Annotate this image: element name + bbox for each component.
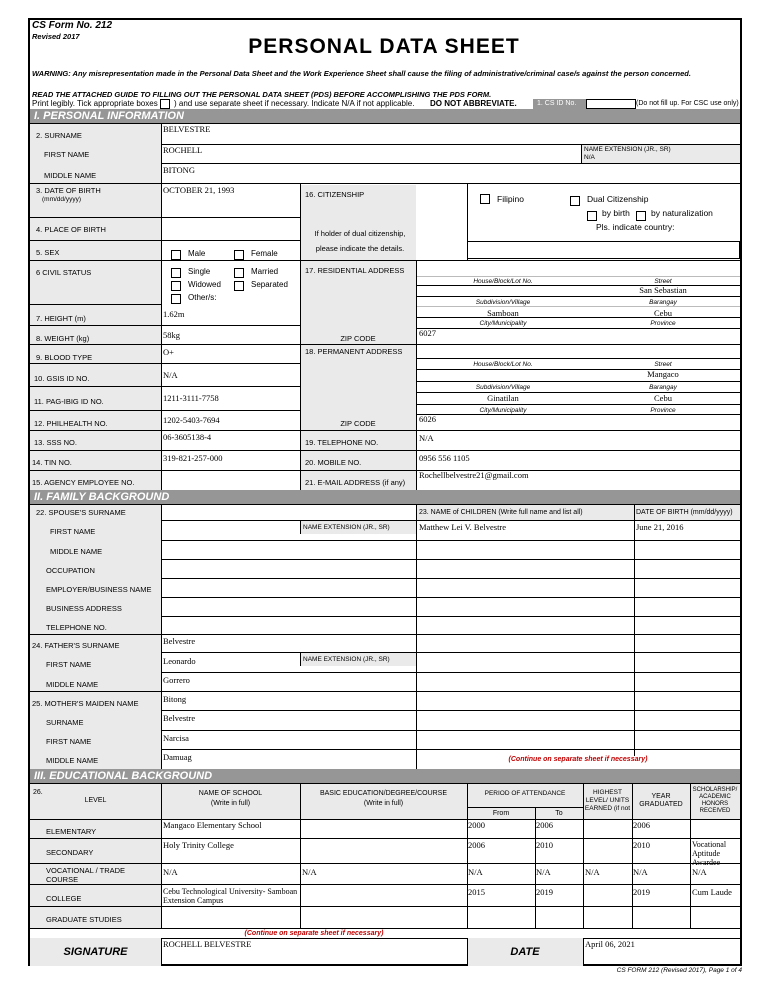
edu-school-sub: (Write in full)	[210, 800, 251, 807]
country-prompt: Pls. indicate country:	[596, 222, 675, 232]
dob-label: 3. DATE OF BIRTH	[36, 186, 101, 195]
spouse-telephone-label: TELEPHONE NO.	[46, 623, 107, 632]
res-subdivision-label: Subdivision/Village	[475, 299, 531, 306]
edu-period-header: PERIOD OF ATTENDANCE	[484, 790, 566, 797]
edu-honors-secondary[interactable]: Vocational Aptitude Awardee	[692, 840, 727, 867]
cs-id-note: (Do not fill up. For CSC use only)	[636, 100, 739, 107]
section-family-background: II. FAMILY BACKGROUND	[30, 490, 740, 504]
country-select[interactable]	[467, 241, 740, 259]
edu-level-elementary: ELEMENTARY	[46, 827, 97, 836]
married-option: Married	[251, 267, 279, 276]
email-label: 21. E-MAIL ADDRESS (if any)	[305, 478, 406, 487]
edu-level-vocational: VOCATIONAL / TRADE COURSE	[46, 866, 126, 884]
instruction-bold: DO NOT ABBREVIATE.	[430, 99, 517, 108]
dual-checkbox[interactable]	[570, 196, 580, 206]
date-value[interactable]: April 06, 2021	[585, 939, 635, 949]
spouse-name-ext-label: NAME EXTENSION (JR., SR)	[303, 524, 390, 531]
edu-level-college: COLLEGE	[46, 894, 82, 903]
section-personal-information: I. PERSONAL INFORMATION	[30, 109, 740, 123]
edu-school-vocational[interactable]: N/A	[163, 867, 178, 877]
mother-middle-name-value[interactable]: Damuag	[163, 752, 192, 762]
child-name-value[interactable]: Matthew Lei V. Belvestre	[419, 522, 507, 532]
edu-school-college[interactable]: Cebu Technological University- Samboan Extension Campus	[163, 887, 298, 905]
father-middle-name-label: MIDDLE NAME	[46, 680, 99, 689]
father-surname-label: 24. FATHER'S SURNAME	[32, 641, 120, 650]
child-dob-value[interactable]: June 21, 2016	[636, 522, 684, 532]
edu-course-vocational[interactable]: N/A	[302, 867, 317, 877]
gsis-label: 10. GSIS ID NO.	[34, 374, 90, 383]
civil-status-label: 6 CIVIL STATUS	[36, 268, 92, 277]
weight-value[interactable]: 58kg	[163, 330, 180, 340]
perm-address-label: 18. PERMANENT ADDRESS	[305, 347, 403, 356]
citizenship-label: 16. CITIZENSHIP	[305, 190, 365, 199]
name-ext-value[interactable]: N/A	[584, 154, 595, 161]
mother-first-name-value[interactable]: Narcisa	[163, 733, 189, 743]
mobile-value[interactable]: 0956 556 1105	[419, 453, 470, 463]
filipino-option: Filipino	[497, 194, 524, 204]
family-continue-note: (Continue on separate sheet if necessary)	[508, 756, 648, 763]
separated-checkbox[interactable]	[234, 281, 244, 291]
father-surname-value[interactable]: Belvestre	[163, 636, 196, 646]
pagibig-label: 11. PAG-IBIG ID NO.	[34, 397, 104, 406]
employer-label: EMPLOYER/BUSINESS NAME	[46, 585, 152, 594]
perm-subdivision-label: Subdivision/Village	[475, 384, 531, 391]
perm-subdivision-value[interactable]: Ginatilan	[487, 393, 519, 403]
edu-honors-vocational[interactable]: N/A	[692, 867, 707, 877]
edu-from-header: From	[492, 809, 510, 817]
res-subdivision-value[interactable]: Samboan	[487, 308, 519, 318]
dual-option: Dual Citizenship	[587, 194, 649, 204]
widowed-option: Widowed	[188, 280, 221, 289]
perm-barangay-value[interactable]: Cebu	[654, 393, 672, 403]
edu-to-secondary[interactable]: 2010	[536, 840, 553, 850]
sex-label: 5. SEX	[36, 248, 60, 257]
business-address-label: BUSINESS ADDRESS	[46, 604, 122, 613]
blood-type-value[interactable]: O+	[163, 347, 174, 357]
female-checkbox[interactable]	[234, 250, 244, 260]
form-frame	[28, 18, 742, 966]
father-name-ext-label: NAME EXTENSION (JR., SR)	[303, 656, 390, 663]
edu-from-secondary[interactable]: 2006	[468, 840, 485, 850]
by-naturalization-option: by naturalization	[651, 208, 713, 218]
male-checkbox[interactable]	[171, 250, 181, 260]
cs-id-label: 1. CS ID No.	[533, 99, 586, 109]
by-birth-checkbox[interactable]	[587, 211, 597, 221]
page-footer-note: CS FORM 212 (Revised 2017), Page 1 of 4	[616, 967, 742, 974]
tick-sample-checkbox	[160, 99, 170, 109]
spouse-first-name-label: FIRST NAME	[50, 527, 96, 536]
father-first-name-label: FIRST NAME	[46, 660, 92, 669]
date-label: DATE	[510, 946, 540, 958]
edu-course-sub: (Write in full)	[363, 800, 404, 807]
instruction-text-a: Print legibly. Tick appropriate boxes	[32, 99, 158, 108]
surname-value[interactable]: BELVESTRE	[163, 124, 211, 134]
edu-year-elementary[interactable]: 2006	[633, 820, 650, 830]
edu-from-vocational[interactable]: N/A	[468, 867, 483, 877]
perm-house-label: House/Block/Lot No.	[473, 361, 533, 368]
perm-zip-label: ZIP CODE	[340, 419, 376, 428]
signature-value[interactable]: ROCHELL BELVESTRE	[163, 939, 252, 949]
edu-units-vocational[interactable]: N/A	[585, 867, 600, 877]
spouse-middle-name-label: MIDDLE NAME	[50, 547, 103, 556]
agency-label: 15. AGENCY EMPLOYEE NO.	[32, 478, 135, 487]
female-option: Female	[251, 249, 278, 258]
res-city-label: City/Municipality	[479, 320, 527, 327]
res-house-label: House/Block/Lot No.	[473, 278, 533, 285]
edu-to-college[interactable]: 2019	[536, 887, 553, 897]
father-middle-name-value[interactable]: Gorrero	[163, 675, 190, 685]
children-label: 23. NAME of CHILDREN (Write full name and list all)	[419, 509, 583, 516]
height-label: 7. HEIGHT (m)	[36, 314, 86, 323]
pagibig-value[interactable]: 1211-3111-7758	[163, 393, 219, 403]
first-name-label: FIRST NAME	[44, 150, 90, 159]
widowed-checkbox[interactable]	[171, 281, 181, 291]
others-option: Other/s:	[188, 293, 217, 302]
edu-level-header: LEVEL	[84, 797, 107, 804]
family-label-column	[30, 504, 161, 769]
edu-year-secondary[interactable]: 2010	[633, 840, 650, 850]
email-value[interactable]: Rochellbelvestre21@gmail.com	[419, 470, 529, 480]
weight-label: 8. WEIGHT (kg)	[36, 334, 90, 343]
edu-year-college[interactable]: 2019	[633, 887, 650, 897]
filipino-checkbox[interactable]	[480, 194, 490, 204]
res-zip-label: ZIP CODE	[340, 334, 376, 343]
edu-school-secondary[interactable]: Holy Trinity College	[163, 840, 234, 850]
perm-street-label: Street	[654, 361, 672, 368]
mother-middle-name-label: MIDDLE NAME	[46, 756, 99, 765]
edu-course-header: BASIC EDUCATION/DEGREE/COURSE	[319, 790, 448, 797]
sss-value[interactable]: 06-3605138-4	[163, 432, 212, 442]
telephone-value[interactable]: N/A	[419, 433, 434, 443]
separated-option: Separated	[251, 280, 288, 289]
edu-school-header: NAME OF SCHOOL	[198, 790, 263, 797]
father-first-name-value[interactable]: Leonardo	[163, 656, 196, 666]
form-number: CS Form No. 212	[32, 20, 113, 31]
res-province-label: Province	[650, 320, 676, 327]
res-zip-value[interactable]: 6027	[419, 328, 436, 338]
dual-note-1: If holder of dual citizenship,	[314, 229, 406, 238]
child-dob-label: DATE OF BIRTH (mm/dd/yyyy)	[636, 509, 733, 516]
edu-honors-header: SCHOLARSHIP/ ACADEMIC HONORS RECEIVED	[692, 787, 738, 814]
gsis-value[interactable]: N/A	[163, 370, 178, 380]
edu-units-header: HIGHEST LEVEL/ UNITS EARNED (if not	[584, 789, 631, 812]
spouse-surname-label: 22. SPOUSE'S SURNAME	[36, 508, 126, 517]
perm-barangay-label: Barangay	[649, 384, 677, 391]
warning-text: WARNING: Any misrepresentation made in the Personal Data Sheet and the Work Experience Sheet shall cause the filing of administrative/criminal case/s against the person concerned.	[32, 69, 691, 78]
edu-year-header: YEAR GRADUATED	[639, 793, 683, 808]
edu-school-elementary[interactable]: Mangaco Elementary School	[163, 820, 262, 830]
res-barangay-label: Barangay	[649, 299, 677, 306]
guide-text: READ THE ATTACHED GUIDE TO FILLING OUT THE PERSONAL DATA SHEET (PDS) BEFORE ACCOMPLISHING THE PDS FORM.	[32, 90, 492, 99]
form-revision: Revised 2017	[32, 32, 80, 41]
res-address-label: 17. RESIDENTIAL ADDRESS	[305, 266, 405, 275]
edu-from-college[interactable]: 2015	[468, 887, 485, 897]
mother-maiden-label: 25. MOTHER'S MAIDEN NAME	[32, 699, 139, 708]
perm-province-label: Province	[650, 407, 676, 414]
single-option: Single	[188, 267, 211, 276]
mother-maiden-value[interactable]: Bitong	[163, 694, 187, 704]
occupation-label: OCCUPATION	[46, 566, 95, 575]
blood-type-label: 9. BLOOD TYPE	[36, 353, 93, 362]
name-ext-label: NAME EXTENSION (JR., SR)	[584, 146, 671, 153]
tin-value[interactable]: 319-821-257-000	[163, 453, 223, 463]
male-option: Male	[188, 249, 206, 258]
res-street-label: Street	[654, 278, 672, 285]
dob-format: (mm/dd/yyyy)	[42, 196, 81, 203]
edu-year-vocational[interactable]: N/A	[633, 867, 648, 877]
middle-name-label: MIDDLE NAME	[44, 171, 97, 180]
edu-from-elementary[interactable]: 2000	[468, 820, 485, 830]
edu-to-vocational[interactable]: N/A	[536, 867, 551, 877]
tin-label: 14. TIN NO.	[32, 458, 72, 467]
perm-city-label: City/Municipality	[479, 407, 527, 414]
edu-number: 26.	[33, 789, 43, 796]
mother-surname-label: SURNAME	[46, 718, 84, 727]
perm-street-value[interactable]: Mangaco	[647, 369, 679, 379]
by-birth-option: by birth	[602, 208, 630, 218]
edu-level-graduate: GRADUATE STUDIES	[46, 915, 122, 924]
res-street-value[interactable]: San Sebastian	[639, 285, 687, 295]
philhealth-value[interactable]: 1202-5403-7694	[163, 415, 220, 425]
single-checkbox[interactable]	[171, 268, 181, 278]
height-value[interactable]: 1.62m	[163, 309, 185, 319]
edu-level-secondary: SECONDARY	[46, 848, 94, 857]
first-name-value[interactable]: ROCHELL	[163, 145, 203, 155]
others-checkbox[interactable]	[171, 294, 181, 304]
edu-continue-note: (Continue on separate sheet if necessary)	[244, 930, 384, 937]
surname-label: 2. SURNAME	[36, 131, 82, 140]
mother-first-name-label: FIRST NAME	[46, 737, 92, 746]
edu-to-elementary[interactable]: 2006	[536, 820, 553, 830]
philhealth-label: 12. PHILHEALTH NO.	[34, 419, 108, 428]
sss-label: 13. SSS NO.	[34, 438, 77, 447]
instruction-text-b: ) and use separate sheet if necessary. Indicate N/A if not applicable.	[174, 99, 415, 108]
middle-name-value[interactable]: BITONG	[163, 165, 195, 175]
by-naturalization-checkbox[interactable]	[636, 211, 646, 221]
dob-value[interactable]: OCTOBER 21, 1993	[163, 185, 235, 195]
section-educational-background: III. EDUCATIONAL BACKGROUND	[30, 769, 740, 783]
pob-label: 4. PLACE OF BIRTH	[36, 225, 106, 234]
page-title: PERSONAL DATA SHEET	[248, 35, 520, 58]
mobile-label: 20. MOBILE NO.	[305, 458, 362, 467]
edu-honors-college[interactable]: Cum Laude	[692, 887, 732, 897]
res-barangay-value[interactable]: Cebu	[654, 308, 672, 318]
cs-id-input[interactable]	[586, 99, 636, 109]
mother-surname-value[interactable]: Belvestre	[163, 713, 196, 723]
perm-zip-value[interactable]: 6026	[419, 414, 436, 424]
dual-note-2: please indicate the details.	[315, 244, 405, 253]
married-checkbox[interactable]	[234, 268, 244, 278]
telephone-label: 19. TELEPHONE NO.	[305, 438, 379, 447]
edu-to-header: To	[555, 809, 563, 817]
signature-label: SIGNATURE	[63, 946, 128, 958]
